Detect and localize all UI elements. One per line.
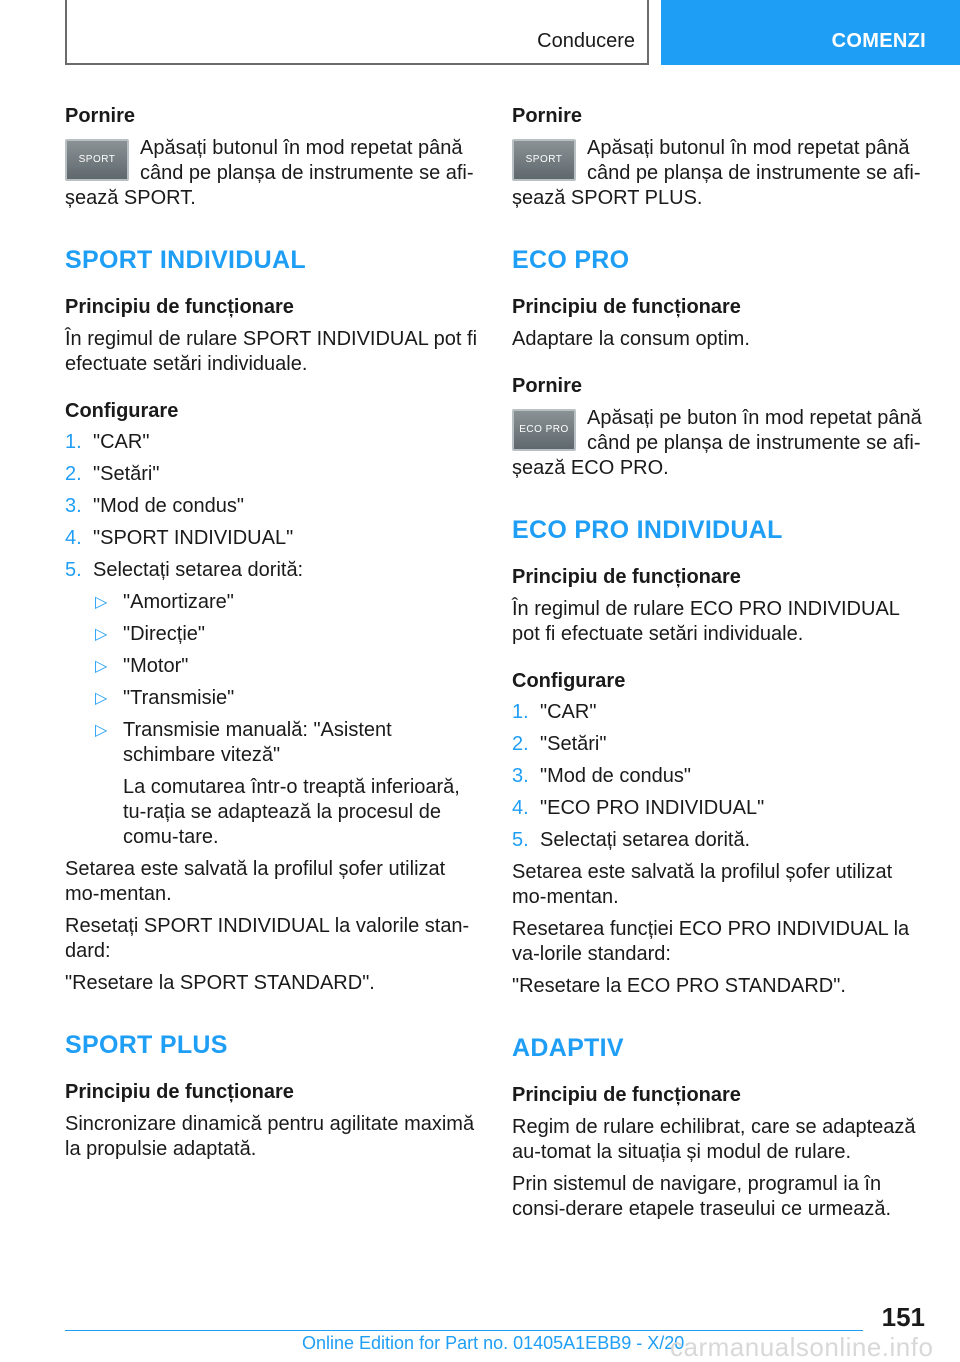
list-item: ▷ "Direcție" xyxy=(95,623,205,645)
eco-principiu-text: Adaptare la consum optim. xyxy=(512,328,750,350)
eco-pro-instruction-text: Apăsați pe buton în mod repetat până când pe planșa de instrumente se afi-șează ECO PRO. xyxy=(512,407,922,479)
footer-divider xyxy=(65,1330,863,1331)
eco-ind-principiu-text: În regimul de rulare ECO PRO INDIVIDUAL pot fi efectuate setări individuale. xyxy=(512,598,900,645)
adaptiv-text-1: Regim de rulare echilibrat, care se adaptează au-tomat la situația și modul de rulare. xyxy=(512,1116,916,1163)
sport-plus-principiu-heading: Principiu de funcționare xyxy=(65,1081,294,1103)
principiu-heading: Principiu de funcționare xyxy=(65,296,294,318)
pornire-heading: Pornire xyxy=(512,105,583,127)
eco-pro-title: ECO PRO xyxy=(512,246,630,274)
list-item: 4. "SPORT INDIVIDUAL" xyxy=(65,527,294,549)
triangle-bullet-icon: ▷ xyxy=(95,594,108,611)
sport-instruction-text: Apăsați butonul în mod repetat până când pe planșa de instrumente se afi-șează SPORT. xyxy=(65,137,474,209)
eco-pro-instruction xyxy=(512,406,924,481)
edition-text: Online Edition for Part no. 01405A1EBB9 - X/20 xyxy=(302,1333,685,1353)
section-title: Conducere xyxy=(537,30,635,52)
reset-text: Resetați SPORT INDIVIDUAL la valorile stan-dard: xyxy=(65,915,470,962)
downshift-note: La comutarea într-o treaptă inferioară, tu-rația se adaptează la procesul de comu-tare. xyxy=(123,776,460,848)
adaptiv-text-2: Prin sistemul de navigare, programul ia în consi-derare etapele traseului ce urmează. xyxy=(512,1173,892,1220)
adaptiv-title: ADAPTIV xyxy=(512,1034,624,1062)
eco-configurare-heading: Configurare xyxy=(512,670,626,692)
page-number: 151 xyxy=(881,1302,925,1332)
sport-plus-instruction-text: Apăsați butonul în mod repetat până când pe planșa de instrumente se afi-șează SPORT PLUS. xyxy=(512,137,921,209)
reset-value: "Resetare la SPORT STANDARD". xyxy=(65,972,375,994)
triangle-bullet-icon: ▷ xyxy=(95,690,108,707)
eco-reset-text: Resetarea funcției ECO PRO INDIVIDUAL la va-lorile standard: xyxy=(512,918,910,965)
list-item: 1. "CAR" xyxy=(65,431,150,453)
pornire-heading: Pornire xyxy=(65,105,136,127)
list-item: ▷ "Motor" xyxy=(95,655,189,677)
eco-pro-button-icon: ECO PRO xyxy=(512,409,576,451)
triangle-bullet-icon: ▷ xyxy=(95,722,108,739)
eco-principiu-heading: Principiu de funcționare xyxy=(512,296,741,318)
list-item: 4. "ECO PRO INDIVIDUAL" xyxy=(512,797,765,819)
watermark: carmanualsonline.info xyxy=(670,1332,934,1362)
sport-button-icon: SPORT xyxy=(65,139,129,181)
section-header-box xyxy=(65,0,649,65)
eco-pornire-heading: Pornire xyxy=(512,375,583,397)
triangle-bullet-icon: ▷ xyxy=(95,626,108,643)
list-item: ▷ "Transmisie" xyxy=(95,687,235,709)
eco-configurare-steps xyxy=(512,700,924,853)
settings-sublist xyxy=(93,590,477,850)
list-item: ▷ Transmisie manuală: "Asistent schimbare viteză" La comutarea într-o treaptă inferioară, tu-rația se adaptează la procesul de comu-tare. xyxy=(93,718,477,850)
eco-saved-text: Setarea este salvată la profilul șofer utilizat mo-mentan. xyxy=(512,861,893,908)
sport-instruction xyxy=(65,136,477,211)
list-item: 3. "Mod de condus" xyxy=(65,495,244,517)
list-item: 2. "Setări" xyxy=(65,463,160,485)
configurare-steps xyxy=(65,430,477,850)
chapter-tab[interactable] xyxy=(661,0,960,65)
sport-plus-text: Sincronizare dinamică pentru agilitate maximă la propulsie adaptată. xyxy=(65,1113,475,1160)
sport-plus-instruction xyxy=(512,136,924,211)
list-item: 5. Selectați setarea dorită: ▷ "Amortizare" ▷ "Direcție" ▷ "Motor" ▷ "Transmisie" ▷ Transmisie manuală: "Asistent schimbare viteză" La comutarea într-o treaptă inferioară, tu-rația se adaptează la procesul de comu-tare. xyxy=(65,558,477,850)
configurare-heading: Configurare xyxy=(65,400,179,422)
list-item: 5. Selectați setarea dorită. xyxy=(512,829,751,851)
adaptiv-principiu-heading: Principiu de funcționare xyxy=(512,1084,741,1106)
sport-plus-title: SPORT PLUS xyxy=(65,1031,228,1059)
list-item: 1. "CAR" xyxy=(512,701,597,723)
right-column xyxy=(512,104,924,1222)
list-item: ▷ "Amortizare" xyxy=(95,591,234,613)
eco-reset-value: "Resetare la ECO PRO STANDARD". xyxy=(512,975,846,997)
saved-text: Setarea este salvată la profilul șofer utilizat mo-mentan. xyxy=(65,858,446,905)
eco-ind-principiu-heading: Principiu de funcționare xyxy=(512,566,741,588)
page-header xyxy=(0,0,960,66)
list-item: 3. "Mod de condus" xyxy=(512,765,691,787)
sport-button-icon: SPORT xyxy=(512,139,576,181)
principiu-text: În regimul de rulare SPORT INDIVIDUAL pot fi efectuate setări individuale. xyxy=(65,328,478,375)
chapter-tab-label: COMENZI xyxy=(831,30,926,52)
list-item: 2. "Setări" xyxy=(512,733,607,755)
left-column xyxy=(65,104,477,1162)
triangle-bullet-icon: ▷ xyxy=(95,658,108,675)
eco-pro-individual-title: ECO PRO INDIVIDUAL xyxy=(512,516,783,544)
sport-individual-title: SPORT INDIVIDUAL xyxy=(65,246,306,274)
